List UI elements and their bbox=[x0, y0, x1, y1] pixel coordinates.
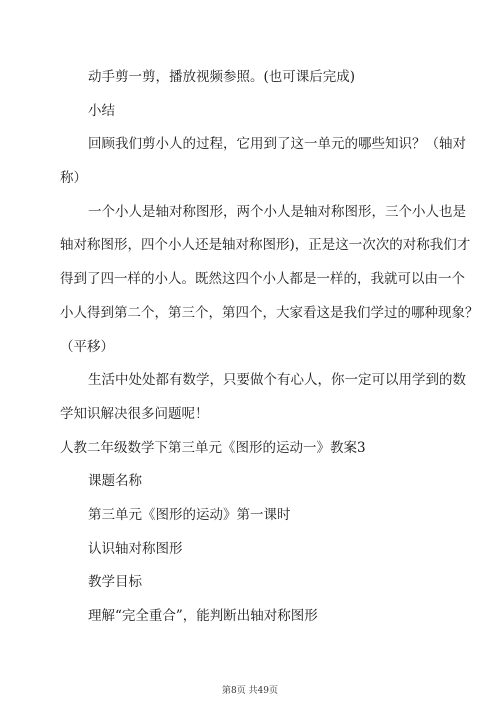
paragraph-line: 小人得到第二个，第三个，第四个，大家看这是我们学过的哪种现象？ bbox=[60, 305, 479, 321]
paragraph-line: 得到了四一样的小人。既然这四个小人都是一样的，我就可以由一个 bbox=[60, 271, 465, 287]
paragraph-line: 称） bbox=[60, 170, 87, 186]
lesson-plan-title: 人教二年级数学下第三单元《图形的运动一》教案3 bbox=[60, 440, 366, 456]
paragraph-line: （平移） bbox=[60, 339, 114, 355]
section-heading-course-name: 课题名称 bbox=[88, 473, 142, 489]
paragraph-line: 动手剪一剪，播放视频参照。(也可课后完成) bbox=[88, 69, 356, 85]
section-heading-summary: 小结 bbox=[88, 103, 115, 119]
paragraph-line: 回顾我们剪小人的过程，它用到了这一单元的哪些知识？（轴对 bbox=[88, 136, 466, 152]
section-heading-teaching-goals: 教学目标 bbox=[88, 574, 142, 590]
paragraph-line: 轴对称图形，四个小人还是轴对称图形)，正是这一次次的对称我们才 bbox=[60, 237, 471, 253]
paragraph-line: 生活中处处都有数学，只要做个有心人，你一定可以用学到的数 bbox=[88, 372, 466, 388]
course-name-value: 第三单元《图形的运动》第一课时 bbox=[88, 507, 291, 523]
page-footer: 第8页 共49页 bbox=[221, 686, 279, 696]
paragraph-line: 一个小人是轴对称图形，两个小人是轴对称图形，三个小人也是 bbox=[88, 204, 466, 220]
paragraph-line: 学知识解决很多问题呢！ bbox=[60, 406, 209, 422]
paragraph-line: 认识轴对称图形 bbox=[88, 541, 183, 557]
paragraph-line: 理解“完全重合”，能判断出轴对称图形 bbox=[88, 608, 318, 624]
